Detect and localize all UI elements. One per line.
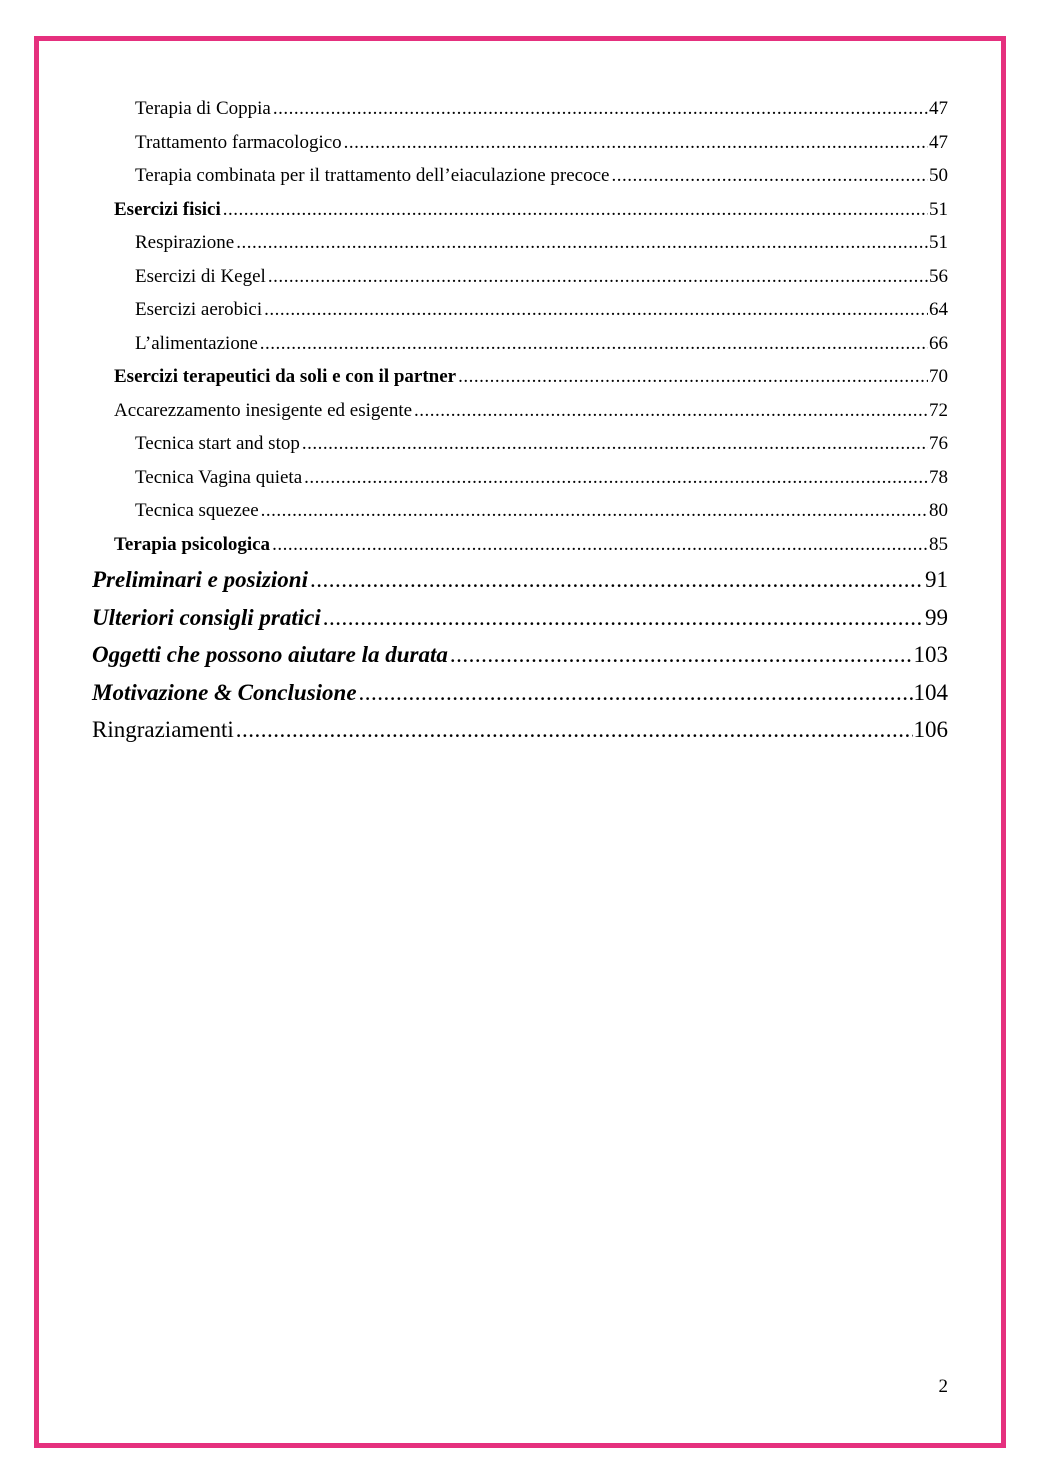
toc-entry-page: 50 <box>929 165 948 186</box>
toc-entry-label: Oggetti che possono aiutare la durata <box>92 642 448 667</box>
dot-leader <box>450 636 913 674</box>
toc-entry-page: 78 <box>929 466 948 488</box>
toc-entry-page: 47 <box>929 98 948 119</box>
toc-entry-motivazione-conclusione[interactable] <box>92 674 948 712</box>
dot-leader <box>236 711 913 749</box>
toc-entry-trattamento-farmacologico[interactable] <box>92 126 948 160</box>
toc-entry-label: L’alimentazione <box>135 332 258 354</box>
toc-entry-label: Terapia combinata per il trattamento dell’eiaculazione precoce <box>135 165 610 186</box>
dot-leader <box>236 226 928 260</box>
toc-entry-accarezzamento[interactable] <box>92 394 948 428</box>
toc-entry-page: 70 <box>929 366 948 387</box>
dot-leader <box>304 461 928 495</box>
toc-entry-label: Trattamento farmacologico <box>135 131 342 153</box>
toc-entry-label: Terapia psicologica <box>114 533 271 555</box>
dot-leader <box>302 427 928 461</box>
page-number: 2 <box>938 1376 948 1397</box>
toc-entry-ringraziamenti[interactable] <box>92 711 948 749</box>
dot-leader <box>261 494 928 528</box>
toc-entry-label: Esercizi fisici <box>114 198 221 220</box>
toc-entry-label: Preliminari e posizioni <box>92 567 308 592</box>
dot-leader <box>344 126 928 160</box>
toc-entry-tecnica-vagina-quieta[interactable] <box>92 461 948 495</box>
dot-leader <box>323 599 924 637</box>
dot-leader <box>272 528 928 562</box>
toc-entry-terapia-di-coppia[interactable] <box>92 92 948 126</box>
toc-entry-page: 106 <box>913 717 948 742</box>
toc-entry-label: Terapia di Coppia <box>135 98 271 119</box>
dot-leader <box>359 674 913 712</box>
toc-entry-label: Esercizi aerobici <box>135 299 263 320</box>
toc-entry-label: Esercizi di Kegel <box>135 265 266 287</box>
dot-leader <box>458 360 928 394</box>
toc-entry-page: 51 <box>929 232 948 253</box>
toc-entry-page: 103 <box>913 642 948 667</box>
toc-entry-esercizi-aerobici[interactable] <box>92 293 948 327</box>
toc-entry-page: 47 <box>929 131 948 153</box>
dot-leader <box>264 293 928 327</box>
toc-entry-page: 72 <box>929 399 948 421</box>
toc-entry-label: Tecnica Vagina quieta <box>135 466 303 488</box>
toc-entry-oggetti-durata[interactable] <box>92 636 948 674</box>
toc-entry-alimentazione[interactable] <box>92 327 948 361</box>
toc-entry-label: Respirazione <box>135 232 235 253</box>
toc-entry-tecnica-squezee[interactable] <box>92 494 948 528</box>
table-of-contents <box>92 92 948 749</box>
toc-entry-page: 80 <box>929 500 948 521</box>
toc-entry-label: Motivazione & Conclusione <box>92 679 357 705</box>
toc-entry-page: 51 <box>929 198 948 220</box>
toc-entry-page: 91 <box>925 567 948 592</box>
toc-entry-ulteriori-consigli-pratici[interactable] <box>92 599 948 637</box>
toc-entry-label: Esercizi terapeutici da soli e con il partner <box>114 366 457 387</box>
toc-entry-esercizi-fisici[interactable] <box>92 193 948 227</box>
dot-leader <box>310 561 924 599</box>
toc-entry-terapia-psicologica[interactable] <box>92 528 948 562</box>
dot-leader <box>273 92 928 126</box>
toc-entry-esercizi-terapeutici[interactable] <box>92 360 948 394</box>
dot-leader <box>414 394 928 428</box>
toc-entry-page: 76 <box>929 433 948 454</box>
toc-entry-preliminari-e-posizioni[interactable] <box>92 561 948 599</box>
toc-entry-page: 104 <box>913 679 948 705</box>
toc-entry-label: Accarezzamento inesigente ed esigente <box>114 399 413 421</box>
toc-entry-page: 85 <box>929 533 948 555</box>
toc-entry-terapia-combinata[interactable] <box>92 159 948 193</box>
dot-leader <box>611 159 928 193</box>
toc-entry-label: Tecnica start and stop <box>135 433 300 454</box>
toc-entry-label: Ringraziamenti <box>92 717 234 742</box>
toc-entry-page: 64 <box>929 299 948 320</box>
toc-entry-label: Tecnica squezee <box>135 500 259 521</box>
dot-leader <box>260 327 928 361</box>
toc-entry-page: 99 <box>925 604 948 630</box>
toc-entry-label: Ulteriori consigli pratici <box>92 604 321 630</box>
dot-leader <box>223 193 928 227</box>
toc-entry-tecnica-start-and-stop[interactable] <box>92 427 948 461</box>
toc-entry-respirazione[interactable] <box>92 226 948 260</box>
dot-leader <box>268 260 928 294</box>
toc-entry-esercizi-di-kegel[interactable] <box>92 260 948 294</box>
toc-entry-page: 66 <box>929 332 948 354</box>
toc-entry-page: 56 <box>929 265 948 287</box>
